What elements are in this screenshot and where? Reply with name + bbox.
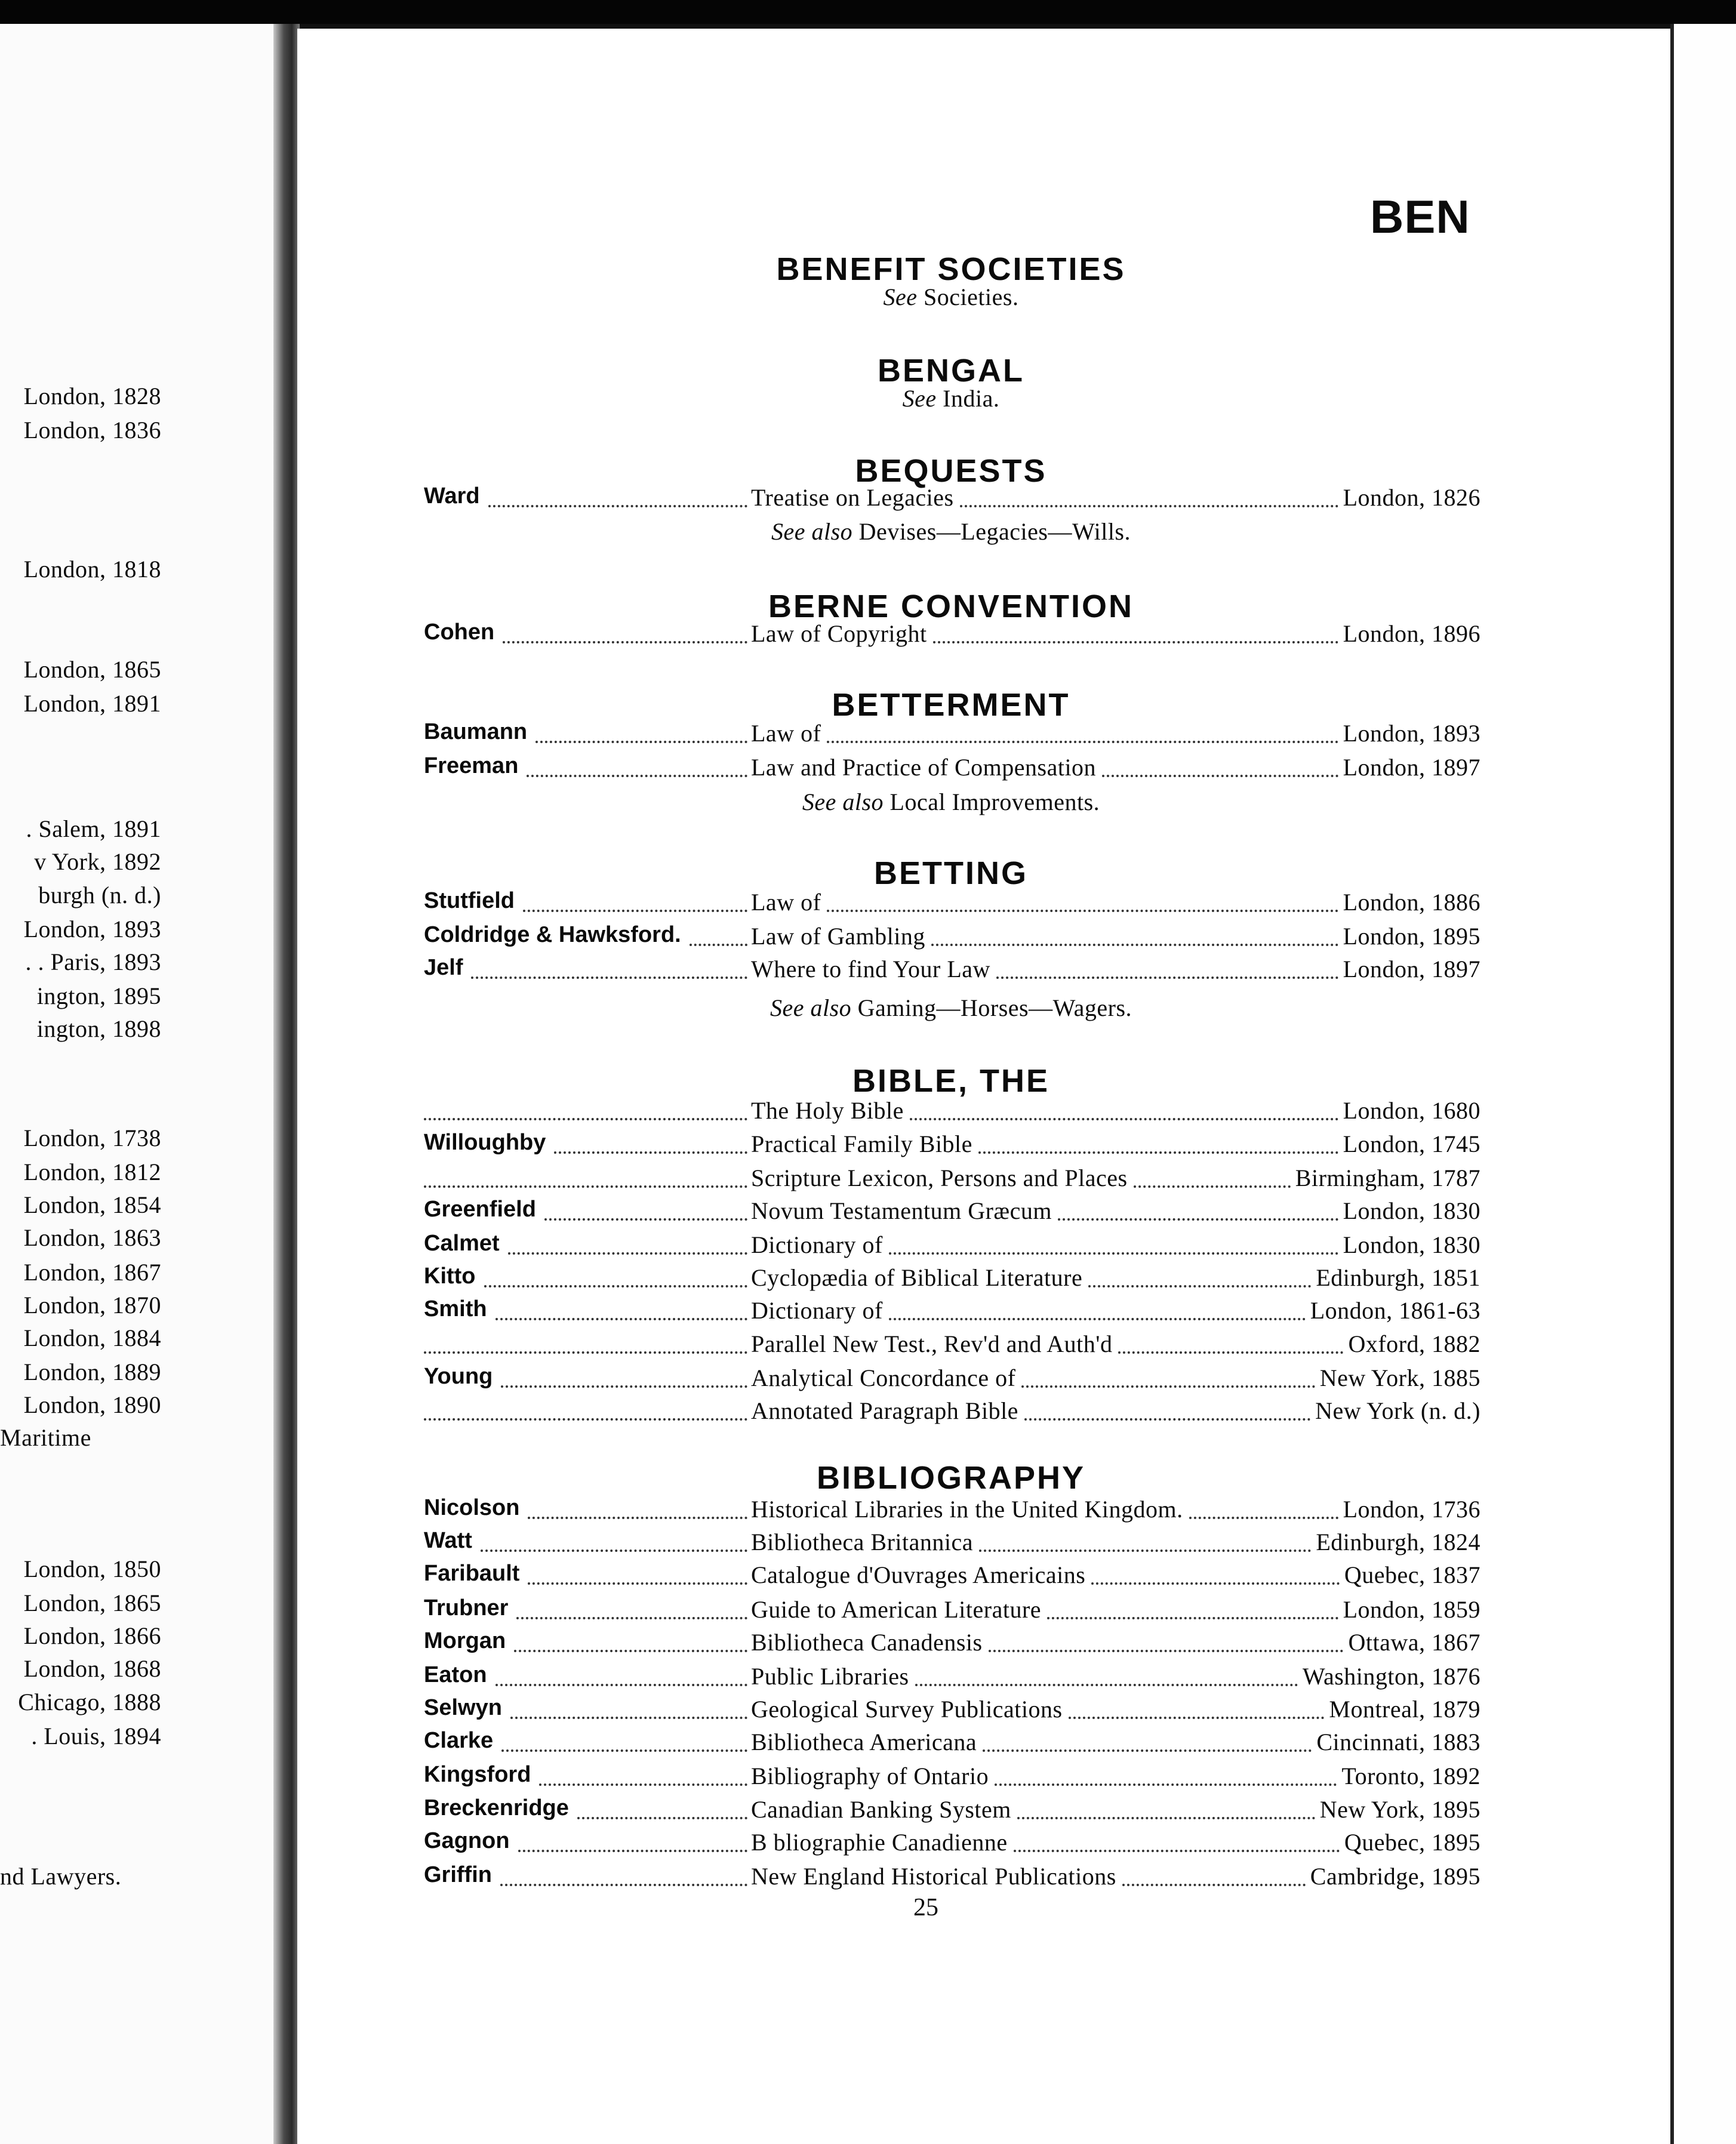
index-entry [424, 1397, 1480, 1427]
dot-leader [996, 948, 1338, 979]
facing-page-line: v York, 1892 [34, 848, 161, 875]
facing-page-line: . Salem, 1891 [26, 815, 161, 842]
entry-title: Historical Libraries in the United Kingdom. [751, 1496, 1183, 1523]
section-heading: BERNE CONVENTION [768, 589, 1134, 624]
dot-leader [514, 1621, 747, 1652]
facing-page-line: London, 1893 [23, 916, 161, 942]
facing-page-line: London, 1865 [23, 656, 161, 683]
dot-leader [488, 476, 747, 507]
entry-place-date: New York, 1885 [1319, 1364, 1480, 1391]
dot-leader [1024, 1390, 1310, 1421]
facing-page-line: London, 1867 [23, 1259, 161, 1286]
index-entry [424, 1197, 1480, 1227]
entry-title: Bibliotheca Americana [751, 1729, 977, 1755]
dot-leader [424, 1323, 747, 1354]
dot-leader [577, 1788, 747, 1819]
section-heading: BETTING [874, 855, 1028, 891]
entry-place-date: London, 1895 [1343, 923, 1480, 950]
dot-leader [518, 1821, 747, 1852]
entry-place-date: Washington, 1876 [1302, 1663, 1480, 1690]
facing-page-line: London, 1818 [23, 556, 161, 583]
entry-title: Public Libraries [751, 1663, 909, 1690]
dot-leader [516, 1588, 747, 1619]
see-label: See [902, 385, 937, 412]
dot-leader [1122, 1855, 1306, 1886]
facing-page-line: London, 1863 [23, 1224, 161, 1251]
dot-leader [827, 712, 1338, 743]
entry-place-date: Toronto, 1892 [1341, 1763, 1480, 1789]
section-heading: BEQUESTS [855, 453, 1047, 489]
entry-author: Watt [424, 1528, 472, 1553]
dot-leader [508, 1224, 747, 1255]
see-target: Devises—Legacies—Wills. [852, 518, 1131, 545]
entry-title: New England Historical Publications [751, 1863, 1116, 1890]
entry-place-date: Cincinnati, 1883 [1316, 1729, 1480, 1755]
facing-page-line: London, 1850 [23, 1555, 161, 1582]
index-entry [424, 483, 1480, 513]
dot-leader [960, 476, 1338, 507]
entry-author: Coldridge & Hawksford. [424, 922, 681, 947]
entry-title: Practical Family Bible [751, 1130, 972, 1157]
entry-author: Stutfield [424, 888, 515, 913]
dot-leader [554, 1123, 747, 1154]
index-entry [424, 1762, 1480, 1792]
entry-author: Baumann [424, 719, 528, 744]
entry-author: Kingsford [424, 1762, 531, 1787]
entry-author: Jelf [424, 955, 463, 980]
running-head: BEN [1370, 190, 1470, 243]
cross-reference [417, 517, 1485, 546]
see-target: India. [936, 385, 1000, 412]
dot-leader [539, 1755, 747, 1786]
entry-author: Eaton [424, 1662, 487, 1687]
dot-leader [690, 915, 747, 946]
scan-top-border [0, 0, 1736, 24]
entry-place-date: London, 1680 [1343, 1097, 1480, 1124]
index-entry [424, 1330, 1480, 1360]
entry-title: Analytical Concordance of [751, 1364, 1016, 1391]
entry-title: Catalogue d'Ouvrages Americains [751, 1561, 1086, 1588]
entry-author: Morgan [424, 1628, 506, 1653]
cross-reference [417, 788, 1485, 816]
dot-leader [1102, 746, 1338, 777]
entry-title: Bibliography of Ontario [751, 1763, 989, 1789]
entry-place-date: Ottawa, 1867 [1348, 1629, 1480, 1656]
entry-place-date: London, 1886 [1343, 889, 1480, 916]
section-heading: BETTERMENT [832, 687, 1070, 723]
facing-page-line: London, 1868 [23, 1655, 161, 1682]
entry-author: Breckenridge [424, 1795, 569, 1820]
entry-place-date: Birmingham, 1787 [1295, 1165, 1480, 1191]
entry-title: Law of [751, 889, 821, 916]
entry-author: Cohen [424, 620, 495, 645]
entry-author: Trubner [424, 1595, 509, 1621]
section-heading: BENEFIT SOCIETIES [776, 251, 1126, 287]
index-entry [424, 1728, 1480, 1758]
facing-page-line: London, 1812 [23, 1159, 161, 1185]
index-entry [424, 753, 1480, 783]
index-entry [424, 1862, 1480, 1892]
dot-leader [424, 1089, 747, 1120]
dot-leader [500, 1855, 747, 1886]
dot-leader [989, 1621, 1343, 1652]
entry-author: Smith [424, 1296, 487, 1321]
dot-leader [978, 1123, 1338, 1154]
dot-leader [544, 1190, 747, 1221]
entry-title: Geological Survey Publications [751, 1696, 1063, 1723]
see-label: See [883, 284, 918, 310]
entry-author: Griffin [424, 1862, 492, 1887]
entry-place-date: Edinburgh, 1851 [1316, 1264, 1480, 1291]
entry-author: Freeman [424, 753, 519, 778]
entry-title: Parallel New Test., Rev'd and Auth'd [751, 1330, 1113, 1357]
dot-leader [424, 1390, 747, 1421]
entry-place-date: London, 1745 [1343, 1130, 1480, 1157]
entry-place-date: Edinburgh, 1824 [1316, 1529, 1480, 1555]
entry-title: Cyclopædia of Biblical Literature [751, 1264, 1083, 1291]
facing-page-line: London, 1854 [23, 1191, 161, 1218]
entry-place-date: Montreal, 1879 [1329, 1696, 1480, 1723]
dot-leader [1069, 1688, 1324, 1719]
facing-page-line: burgh (n. d.) [38, 882, 161, 908]
entry-title: Law and Practice of Compensation [751, 754, 1097, 781]
dot-leader [1021, 1357, 1315, 1388]
see-label: See also [802, 788, 884, 815]
entry-title: Dictionary of [751, 1231, 883, 1258]
facing-page-line: London, 1738 [23, 1125, 161, 1151]
entry-title: Law of Gambling [751, 923, 925, 950]
entry-title: Guide to American Literature [751, 1596, 1042, 1623]
entry-title: Bibliotheca Canadensis [751, 1629, 983, 1656]
dot-leader [495, 1289, 747, 1320]
facing-page-line: Chicago, 1888 [18, 1689, 161, 1715]
dot-leader [484, 1256, 747, 1287]
dot-leader [915, 1655, 1298, 1686]
dot-leader [528, 1554, 747, 1585]
see-label: See also [769, 994, 852, 1021]
entry-place-date: London, 1830 [1343, 1197, 1480, 1224]
section-heading: BIBLIOGRAPHY [816, 1460, 1086, 1496]
entry-title: Scripture Lexicon, Persons and Places [751, 1165, 1128, 1191]
dot-leader [979, 1521, 1311, 1552]
entry-place-date: London, 1896 [1343, 620, 1480, 647]
entry-place-date: Cambridge, 1895 [1310, 1863, 1480, 1890]
dot-leader [933, 612, 1338, 643]
cross-reference [417, 994, 1485, 1022]
dot-leader [1091, 1554, 1340, 1585]
dot-leader [501, 1721, 747, 1752]
facing-page-line: London, 1889 [23, 1359, 161, 1385]
dot-leader [1134, 1157, 1291, 1188]
dot-leader [1189, 1488, 1338, 1519]
dot-leader [1014, 1821, 1340, 1852]
entry-place-date: Quebec, 1895 [1344, 1829, 1480, 1856]
entry-author: Calmet [424, 1231, 500, 1256]
dot-leader [983, 1721, 1312, 1752]
index-entry [424, 1096, 1480, 1126]
entry-author: Kitto [424, 1264, 476, 1289]
cross-reference [417, 283, 1485, 311]
dot-leader [889, 1289, 1306, 1320]
section-heading: BENGAL [878, 353, 1024, 389]
index-entry [424, 888, 1480, 918]
entry-place-date: London, 1893 [1343, 720, 1480, 747]
see-target: Gaming—Horses—Wagers. [851, 994, 1132, 1021]
section-heading: BIBLE, THE [852, 1063, 1049, 1099]
dot-leader [1058, 1190, 1338, 1221]
entry-author: Greenfield [424, 1197, 536, 1222]
dot-leader [495, 1655, 747, 1686]
dot-leader [424, 1157, 747, 1188]
entry-place-date: London, 1861-63 [1310, 1297, 1480, 1324]
entry-title: B bliographie Canadienne [751, 1829, 1008, 1856]
see-target: Societies. [917, 284, 1019, 310]
facing-page-line: London, 1870 [23, 1292, 161, 1319]
entry-title: Treatise on Legacies [751, 484, 954, 511]
entry-title: Law of [751, 720, 821, 747]
entry-place-date: London, 1897 [1343, 754, 1480, 781]
index-entry [424, 1628, 1480, 1658]
index-entry [424, 1130, 1480, 1160]
facing-page-line: nd Lawyers. [0, 1863, 122, 1890]
cross-reference [417, 384, 1485, 412]
entry-title: Novum Testamentum Græcum [751, 1197, 1052, 1224]
entry-title: Dictionary of [751, 1297, 883, 1324]
dot-leader [535, 712, 747, 743]
dot-leader [910, 1089, 1338, 1120]
facing-page-line: . Louis, 1894 [31, 1723, 161, 1749]
facing-page-line: Maritime [0, 1424, 91, 1451]
facing-page-fragment [0, 24, 282, 2144]
page-edge [1670, 24, 1736, 2144]
facing-page-line: London, 1891 [23, 690, 161, 717]
book-gutter [273, 24, 300, 2144]
dot-leader [481, 1521, 747, 1552]
dot-leader [523, 881, 747, 912]
index-entry [424, 955, 1480, 985]
entry-author: Ward [424, 483, 480, 509]
entry-place-date: New York (n. d.) [1315, 1397, 1480, 1424]
facing-page-line: London, 1884 [23, 1324, 161, 1351]
entry-author: Young [424, 1364, 493, 1389]
facing-page-line: ington, 1895 [36, 982, 161, 1009]
entry-place-date: London, 1826 [1343, 484, 1480, 511]
dot-leader [827, 881, 1338, 912]
dot-leader [931, 915, 1338, 946]
index-entry [424, 1296, 1480, 1326]
entry-title: Bibliotheca Britannica [751, 1529, 973, 1555]
index-entry [424, 1561, 1480, 1591]
facing-page-line: London, 1865 [23, 1589, 161, 1616]
dot-leader [1118, 1323, 1343, 1354]
index-entry [424, 1828, 1480, 1858]
dot-leader [503, 612, 747, 643]
entry-title: Canadian Banking System [751, 1796, 1011, 1823]
dot-leader [889, 1224, 1338, 1255]
entry-title: Annotated Paragraph Bible [751, 1397, 1018, 1424]
entry-author: Clarke [424, 1728, 494, 1753]
facing-page-line: . . Paris, 1893 [25, 948, 161, 975]
dot-leader [528, 1488, 747, 1519]
index-entry [424, 620, 1480, 649]
entry-place-date: Quebec, 1837 [1344, 1561, 1480, 1588]
entry-author: Willoughby [424, 1130, 546, 1155]
entry-title: Where to find Your Law [751, 956, 990, 982]
dot-leader [1017, 1788, 1315, 1819]
dot-leader [1047, 1588, 1338, 1619]
entry-place-date: London, 1859 [1343, 1596, 1480, 1623]
dot-leader [501, 1357, 747, 1388]
entry-title: The Holy Bible [751, 1097, 904, 1124]
entry-place-date: New York, 1895 [1319, 1796, 1480, 1823]
page-number: 25 [913, 1894, 938, 1921]
index-entry [424, 719, 1480, 749]
entry-place-date: London, 1736 [1343, 1496, 1480, 1523]
facing-page-line: London, 1890 [23, 1391, 161, 1418]
see-target: Local Improvements. [884, 788, 1100, 815]
entry-author: Selwyn [424, 1695, 502, 1720]
entry-place-date: London, 1830 [1343, 1231, 1480, 1258]
dot-leader [1088, 1256, 1311, 1287]
see-label: See also [771, 518, 853, 545]
entry-place-date: Oxford, 1882 [1348, 1330, 1480, 1357]
facing-page-line: ington, 1898 [36, 1015, 161, 1042]
entry-author: Gagnon [424, 1828, 510, 1853]
entry-title: Law of Copyright [751, 620, 927, 647]
dot-leader [510, 1688, 747, 1719]
facing-page-line: London, 1866 [23, 1622, 161, 1649]
dot-leader [995, 1755, 1337, 1786]
facing-page-line: London, 1828 [23, 383, 161, 409]
entry-place-date: London, 1897 [1343, 956, 1480, 982]
entry-author: Nicolson [424, 1495, 520, 1520]
entry-author: Faribault [424, 1561, 520, 1586]
dot-leader [471, 948, 747, 979]
dot-leader [527, 746, 747, 777]
facing-page-line: London, 1836 [23, 417, 161, 443]
